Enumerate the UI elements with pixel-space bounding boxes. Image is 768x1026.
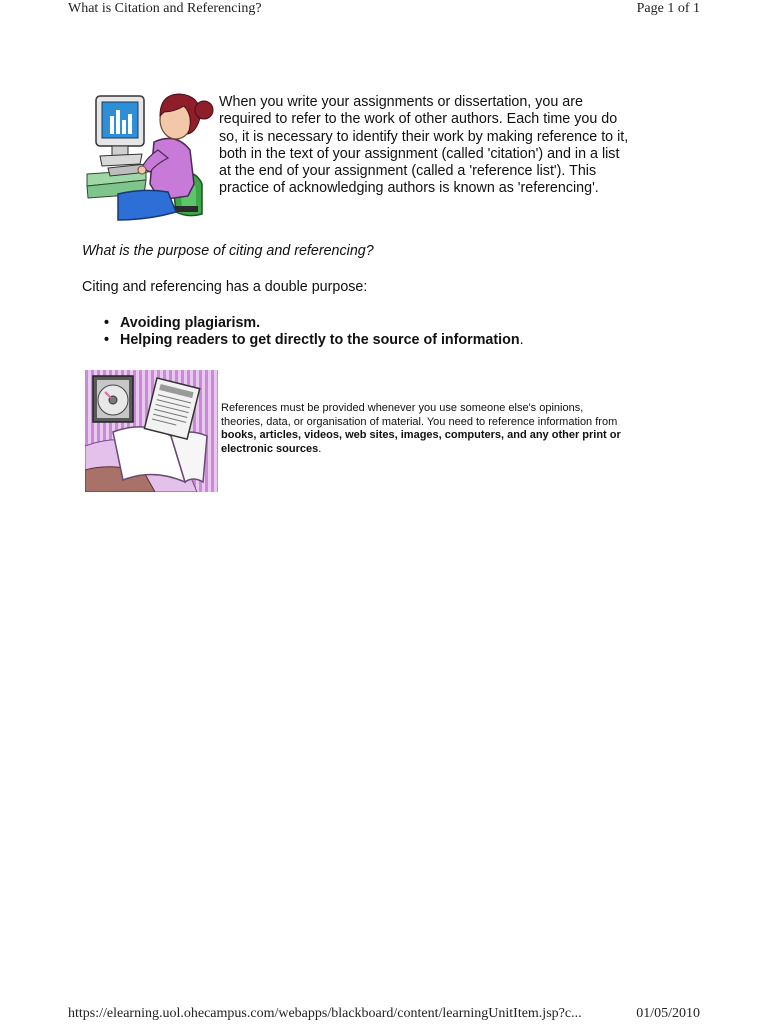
list-item bbox=[104, 315, 524, 332]
purpose-question: What is the purpose of citing and referencing? bbox=[82, 243, 374, 259]
references-note-sources: books, articles, videos, web sites, images, computers, and any other print or electronic sources bbox=[221, 429, 621, 456]
intro-paragraph: When you write your assignments or dissertation, you are required to refer to the work of other authors. Each time you do so, it is necessary to identify their work by making reference to it, both in the text of your assignment (called 'citation') and in a list at the end of your assignment (called a 'reference list'). This practice of acknowledging authors is known as 'referencing'. bbox=[219, 94, 629, 197]
page-indicator: Page 1 of 1 bbox=[636, 1, 700, 16]
references-note bbox=[221, 402, 626, 457]
purpose-intro: Citing and referencing has a double purpose: bbox=[82, 279, 368, 295]
source-url: https://elearning.uol.ohecampus.com/webapps/blackboard/content/learningUnitItem.jsp?c... bbox=[68, 1006, 582, 1021]
woman-at-computer-icon bbox=[84, 88, 218, 224]
document-title: What is Citation and Referencing? bbox=[68, 1, 262, 16]
purpose-list bbox=[104, 315, 524, 349]
list-item bbox=[104, 332, 524, 349]
print-date: 01/05/2010 bbox=[636, 1006, 700, 1021]
bullet-icon: • bbox=[104, 332, 110, 348]
bullet-icon: • bbox=[104, 315, 110, 331]
print-header bbox=[68, 1, 700, 21]
book-cd-newspaper-icon bbox=[85, 370, 218, 492]
purpose-item-text: Avoiding plagiarism. bbox=[120, 315, 261, 331]
purpose-item-suffix: . bbox=[519, 332, 524, 348]
references-note-lead: References must be provided whenever you use someone else's opinions, theories, data, or organisation of material. You need to reference information from bbox=[221, 402, 618, 428]
references-note-tail: . bbox=[318, 443, 322, 456]
print-footer bbox=[68, 1006, 700, 1026]
purpose-item-text: Helping readers to get directly to the source of information bbox=[120, 332, 520, 348]
